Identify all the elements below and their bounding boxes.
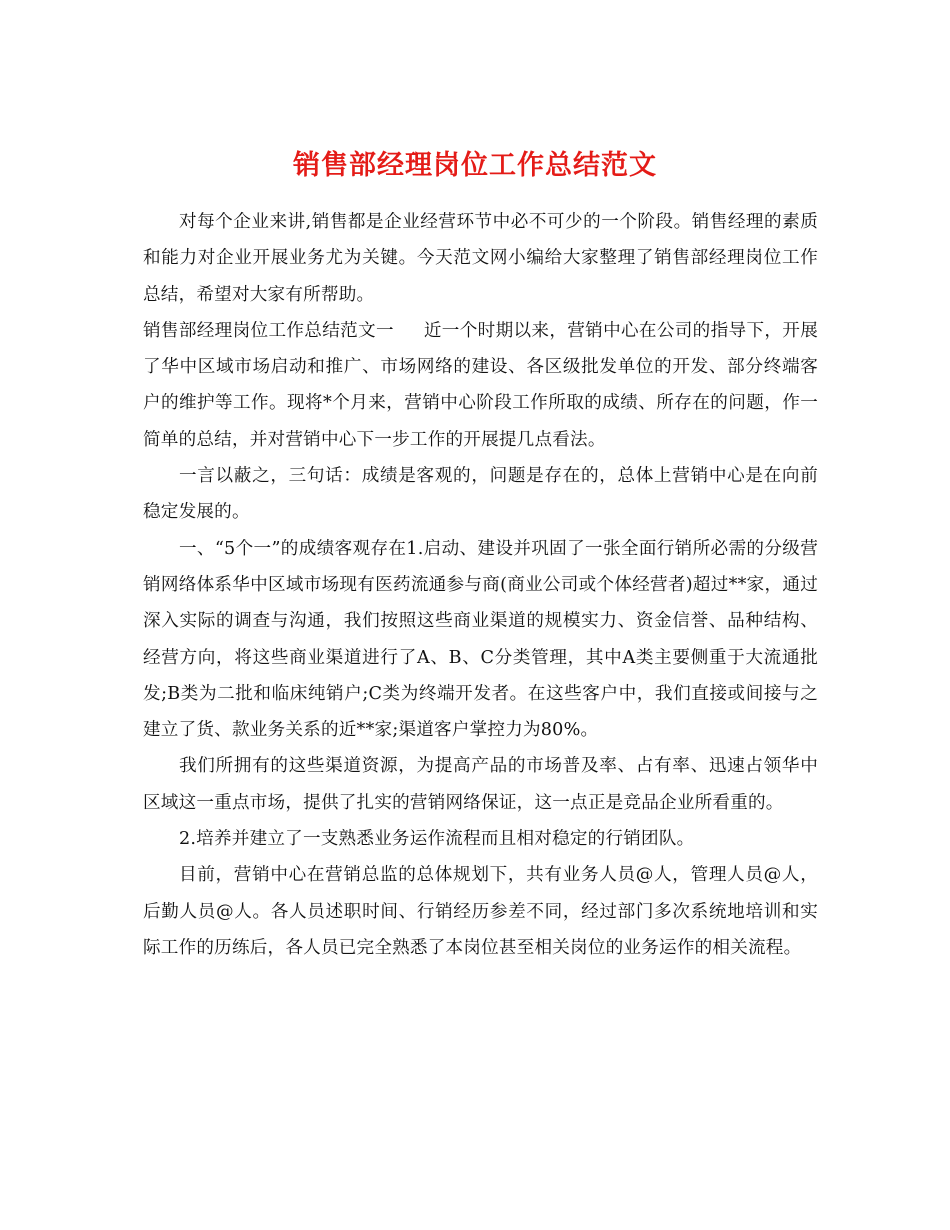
document-title: 销售部经理岗位工作总结范文 [293,150,657,182]
paragraph-team: 目前，营销中心在营销总监的总体规划下，共有业务人员@人，管理人员@人，后勤人员@人。各人员述职时间、行销经历参差不同，经过部门多次系统地培训和实际工作的历练后，各人员已完全熟悉了本岗位甚至相关岗位的业务运作的相关流程。 [143,865,818,958]
paragraph-resources: 我们所拥有的这些渠道资源，为提高产品的市场普及率、占有率、迅速占领华中区域这一重点市场，提供了扎实的营销网络保证，这一点正是竞品企业所看重的。 [143,756,818,813]
paragraph-intro: 对每个企业来讲,销售都是企业经营环节中必不可少的一个阶段。销售经理的素质和能力对企业开展业务尤为关键。今天范文网小编给大家整理了销售部经理岗位工作总结，希望对大家有所帮助。 [143,212,818,305]
paragraph-summary: 一言以蔽之，三句话：成绩是客观的，问题是存在的，总体上营销中心是在向前稳定发展的。 [143,466,818,523]
paragraph-section-one [143,313,818,458]
paragraph-achievement-1: 一、“5个一”的成绩客观存在1.启动、建设并巩固了一张全面行销所必需的分级营销网络体系华中区域市场现有医药流通参与商(商业公司或个体经营者)超过**家，通过深入实际的调查与沟通，我们按照这些商业渠道的规模实力、资金信誉、品种结构、经营方向，将这些商业渠道进行了A、B、C分类管理，其中A类主要侧重于大流通批发;B类为二批和临床纯销户;C类为终端开发者。在这些客户中，我们直接或间接与之建立了货、款业务关系的近**家;渠道客户掌控力为80%。 [143,538,818,741]
document-body [143,204,818,966]
section-one-text: 近一个时期以来，营销中心在公司的指导下，开展了华中区域市场启动和推广、市场网络的建设、各区级批发单位的开发、部分终端客户的维护等工作。现将*个月来，营销中心阶段工作所取的成绩、所存在的问题，作一简单的总结，并对营销中心下一步工作的开展提几点看法。 [143,320,818,450]
section-one-label: 销售部经理岗位工作总结范文一 [143,320,394,341]
paragraph-achievement-2: 2.培养并建立了一支熟悉业务运作流程而且相对稳定的行销团队。 [179,829,695,850]
